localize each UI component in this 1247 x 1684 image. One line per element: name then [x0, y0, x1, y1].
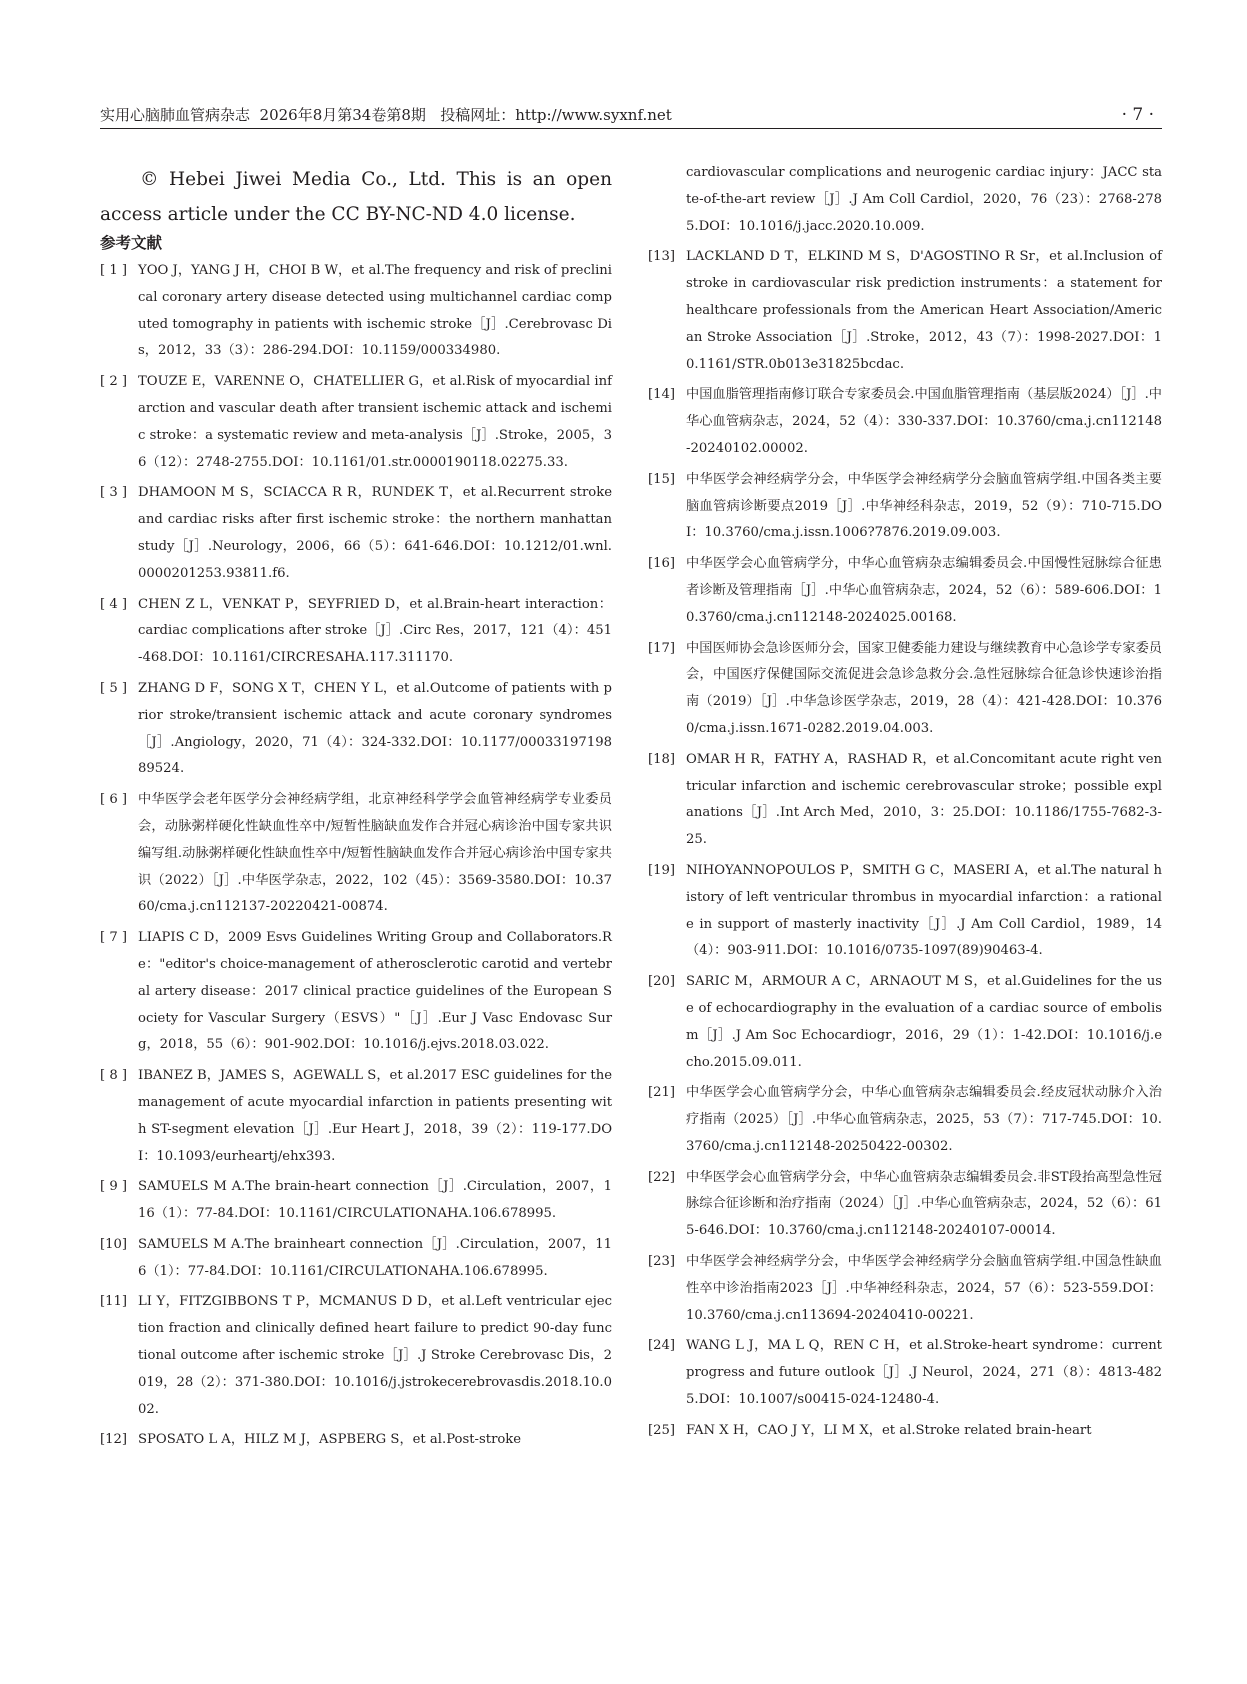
- reference-item: [100, 1232, 612, 1286]
- reference-number: [19]: [648, 862, 676, 878]
- reference-item: [100, 787, 612, 921]
- reference-item: [100, 1427, 612, 1454]
- reference-number: [12]: [100, 1432, 128, 1448]
- reference-item: [648, 969, 1162, 1076]
- reference-item: [648, 858, 1162, 965]
- reference-text: 中华医学会老年医学分会神经病学组，北京神经科学学会血管神经病学专业委员会，动脉粥样硬化性缺血性卒中/短暂性脑缺血发作合并冠心病诊治中国专家共识编写组.动脉粥样硬化性缺血性卒中/短暂性脑缺血发作合并冠心病诊治中国专家共识（2022）［J］.中华医学杂志，2022，102（45）：3569-3580.DOI：10.3760/cma.j.cn112137-20220421-00874.: [138, 792, 612, 915]
- reference-number: [10]: [100, 1236, 128, 1252]
- reference-text: 中华医学会心血管病学分，中华心血管病杂志编辑委员会.中国慢性冠脉综合征患者诊断及管理指南［J］.中华心血管病杂志，2024，52（6）：589-606.DOI：10.3760/cma.j.cn112148-2024025.00168.: [686, 556, 1162, 625]
- reference-item: [648, 636, 1162, 743]
- reference-item: [648, 467, 1162, 547]
- reference-number: [ 8 ]: [100, 1068, 128, 1084]
- reference-list-left: [100, 258, 612, 1454]
- reference-item: [648, 747, 1162, 854]
- journal-line: 实用心脑肺血管病杂志 2026年8月第34卷第8期 投稿网址：http://www.syxnf.net: [100, 106, 672, 124]
- left-column: [100, 160, 612, 1458]
- reference-continuation: [648, 160, 1162, 240]
- reference-text: ZHANG D F，SONG X T，CHEN Y L，et al.Outcome of patients with prior stroke/transient ischemic attack and acute coronary syndromes［J］.Angiology，2020，71（4）：324-332.DOI：10.1177/0003319719889524.: [138, 680, 612, 777]
- reference-item: [648, 1333, 1162, 1413]
- reference-number: [ 5 ]: [100, 680, 128, 696]
- reference-item: [648, 244, 1162, 378]
- reference-number: [13]: [648, 249, 676, 265]
- reference-item: [648, 382, 1162, 462]
- reference-item: [100, 258, 612, 365]
- reference-text: LIAPIS C D，2009 Esvs Guidelines Writing Group and Collaborators.Re："editor's choice-management of atherosclerotic carotid and vertebral artery disease：2017 clinical practice guidelines of the European Society for Vascular Surgery（ESVS）"［J］.Eur J Vasc Endovasc Surg，2018，55（6）：901-902.DOI：10.1016/j.ejvs.2018.03.022.: [138, 930, 612, 1053]
- license-statement: © Hebei Jiwei Media Co., Ltd. This is an open access article under the CC BY-NC-ND 4.0 license.: [100, 169, 612, 225]
- reference-text: SAMUELS M A.The brain-heart connection［J］.Circulation，2007，116（1）：77-84.DOI：10.1161/CIRCULATIONAHA.106.678995.: [138, 1179, 612, 1222]
- reference-list-right: [648, 244, 1162, 1444]
- reference-item: [648, 1165, 1162, 1245]
- reference-number: [21]: [648, 1085, 676, 1101]
- reference-item: [100, 480, 612, 587]
- reference-text: NIHOYANNOPOULOS P，SMITH G C，MASERI A，et al.The natural history of left ventricular thrombus in myocardial infarction：a rationale in support of masterly inactivity［J］.J Am Coll Cardiol，1989，14（4）：903-911.DOI：10.1016/0735-1097(89)90463-4.: [686, 862, 1162, 959]
- reference-text: YOO J，YANG J H，CHOI B W，et al.The frequency and risk of preclinical coronary artery disease detected using multichannel cardiac computed tomography in patients with ischemic stroke［J］.Cerebrovasc Dis，2012，33（3）：286-294.DOI：10.1159/000334980.: [138, 263, 612, 359]
- page-number: · 7 ·: [1121, 105, 1154, 125]
- reference-number: [16]: [648, 556, 676, 572]
- references-heading: 参考文献: [100, 234, 163, 252]
- reference-text: OMAR H R，FATHY A，RASHAD R，et al.Concomitant acute right ventricular infarction and ischemic cerebrovascular stroke；possible explanations［J］.Int Arch Med，2010，3：25.DOI：10.1186/1755-7682-3-25.: [686, 751, 1162, 848]
- reference-text: LI Y，FITZGIBBONS T P，MCMANUS D D，et al.Left ventricular ejection fraction and clinically defined heart failure to predict 90-day functional outcome after ischemic stroke［J］.J Stroke Cerebrovasc Dis，2019，28（2）：371-380.DOI：10.1016/j.jstrokecerebrovasdis.2018.10.002.: [138, 1294, 612, 1417]
- reference-number: [18]: [648, 751, 676, 767]
- reference-number: [ 7 ]: [100, 930, 128, 946]
- reference-text: 中国血脂管理指南修订联合专家委员会.中国血脂管理指南（基层版2024）［J］.中华心血管病杂志，2024，52（4）：330-337.DOI：10.3760/cma.j.cn112148-20240102.00002.: [686, 387, 1162, 456]
- reference-number: [25]: [648, 1422, 676, 1438]
- reference-text: SPOSATO L A，HILZ M J，ASPBERG S，et al.Post-stroke: [138, 1432, 522, 1448]
- reference-text: CHEN Z L，VENKAT P，SEYFRIED D，et al.Brain-heart interaction：cardiac complications after stroke［J］.Circ Res，2017，121（4）：451-468.DOI：10.1161/CIRCRESAHA.117.311170.: [138, 596, 612, 666]
- reference-number: [ 1 ]: [100, 263, 128, 278]
- page-header: [100, 102, 1162, 129]
- reference-item: [648, 1080, 1162, 1160]
- reference-item: [100, 369, 612, 476]
- reference-number: [15]: [648, 471, 676, 487]
- reference-text: SAMUELS M A.The brainheart connection［J］.Circulation，2007，116（1）：77-84.DOI：10.1161/CIRCULATIONAHA.106.678995.: [138, 1236, 612, 1279]
- reference-text: 中华医学会神经病学分会，中华医学会神经病学分会脑血管病学组.中国急性缺血性卒中诊治指南2023［J］.中华神经科杂志，2024，57（6）：523-559.DOI：10.3760/cma.j.cn113694-20240410-00221.: [686, 1254, 1162, 1323]
- reference-number: [ 6 ]: [100, 792, 128, 808]
- reference-item: [648, 1418, 1162, 1445]
- reference-number: [ 4 ]: [100, 596, 128, 612]
- reference-item: [100, 1063, 612, 1170]
- reference-text: cardiovascular complications and neurogenic cardiac injury：JACC state-of-the-art review［J］.J Am Coll Cardiol，2020，76（23）：2768-2785.DOI：10.1016/j.jacc.2020.10.009.: [686, 165, 1162, 234]
- reference-text: WANG L J，MA L Q，REN C H，et al.Stroke-heart syndrome：current progress and future outlook［J］.J Neurol，2024，271（8）：4813-4825.DOI：10.1007/s00415-024-12480-4.: [686, 1338, 1162, 1408]
- reference-text: TOUZE E，VARENNE O，CHATELLIER G，et al.Risk of myocardial infarction and vascular death after transient ischemic attack and ischemic stroke：a systematic review and meta-analysis［J］.Stroke，2005，36（12）：2748-2755.DOI：10.1161/01.str.0000190118.02275.33.: [138, 374, 612, 470]
- reference-text: FAN X H，CAO J Y，LI M X，et al.Stroke related brain-heart: [686, 1422, 1092, 1438]
- reference-text: 中华医学会神经病学分会，中华医学会神经病学分会脑血管病学组.中国各类主要脑血管病诊断要点2019［J］.中华神经科杂志，2019，52（9）：710-715.DOI：10.3760/cma.j.issn.1006?7876.2019.09.003.: [686, 471, 1162, 541]
- reference-number: [24]: [648, 1338, 676, 1354]
- reference-number: [22]: [648, 1169, 676, 1185]
- reference-item: [100, 925, 612, 1059]
- reference-number: [23]: [648, 1254, 676, 1270]
- reference-text: 中国医师协会急诊医师分会，国家卫健委能力建设与继续教育中心急诊学专家委员会，中国医疗保健国际交流促进会急诊急救分会.急性冠脉综合征急诊快速诊治指南（2019）［J］.中华急诊医学杂志，2019，28（4）：421-428.DOI：10.3760/cma.j.issn.1671-0282.2019.04.003.: [686, 640, 1162, 736]
- reference-text: LACKLAND D T，ELKIND M S，D'AGOSTINO R Sr，et al.Inclusion of stroke in cardiovascular risk prediction instruments：a statement for healthcare professionals from the American Heart Association/American Stroke Association［J］.Stroke，2012，43（7）：1998-2027.DOI：10.1161/STR.0b013e31825bcdac.: [686, 249, 1162, 372]
- reference-text: DHAMOON M S，SCIACCA R R，RUNDEK T，et al.Recurrent stroke and cardiac risks after first ischemic stroke：the northern manhattan study［J］.Neurology，2006，66（5）：641-646.DOI：10.1212/01.wnl.0000201253.93811.f6.: [138, 485, 612, 581]
- reference-text: 中华医学会心血管病学分会，中华心血管病杂志编辑委员会.非ST段抬高型急性冠脉综合征诊断和治疗指南（2024）［J］.中华心血管病杂志，2024，52（6）：615-646.DOI：10.3760/cma.j.cn112148-20240107-00014.: [686, 1169, 1162, 1239]
- reference-number: [ 2 ]: [100, 374, 128, 390]
- reference-item: [100, 676, 612, 783]
- reference-number: [20]: [648, 974, 676, 990]
- reference-number: [17]: [648, 640, 676, 656]
- reference-item: [648, 1249, 1162, 1329]
- right-column: [648, 160, 1162, 1449]
- reference-item: [648, 551, 1162, 631]
- reference-number: [14]: [648, 387, 676, 403]
- reference-item: [100, 1174, 612, 1228]
- reference-number: [ 9 ]: [100, 1179, 128, 1195]
- reference-text: SARIC M，ARMOUR A C，ARNAOUT M S，et al.Guidelines for the use of echocardiography in the evaluation of a cardiac source of embolism［J］.J Am Soc Echocardiogr，2016，29（1）：1-42.DOI：10.1016/j.echo.2015.09.011.: [686, 974, 1162, 1070]
- reference-number: [ 3 ]: [100, 485, 128, 501]
- reference-item: [100, 592, 612, 672]
- reference-text: IBANEZ B，JAMES S，AGEWALL S，et al.2017 ESC guidelines for the management of acute myocardial infarction in patients presenting with ST-segment elevation［J］.Eur Heart J，2018，39（2）：119-177.DOI：10.1093/eurheartj/ehx393.: [138, 1068, 612, 1164]
- reference-item: [100, 1289, 612, 1423]
- reference-number: [11]: [100, 1294, 128, 1310]
- reference-text: 中华医学会心血管病学分会，中华心血管病杂志编辑委员会.经皮冠状动脉介入治疗指南（2025）［J］.中华心血管病杂志，2025，53（7）：717-745.DOI：10.3760/cma.j.cn112148-20250422-00302.: [686, 1085, 1162, 1154]
